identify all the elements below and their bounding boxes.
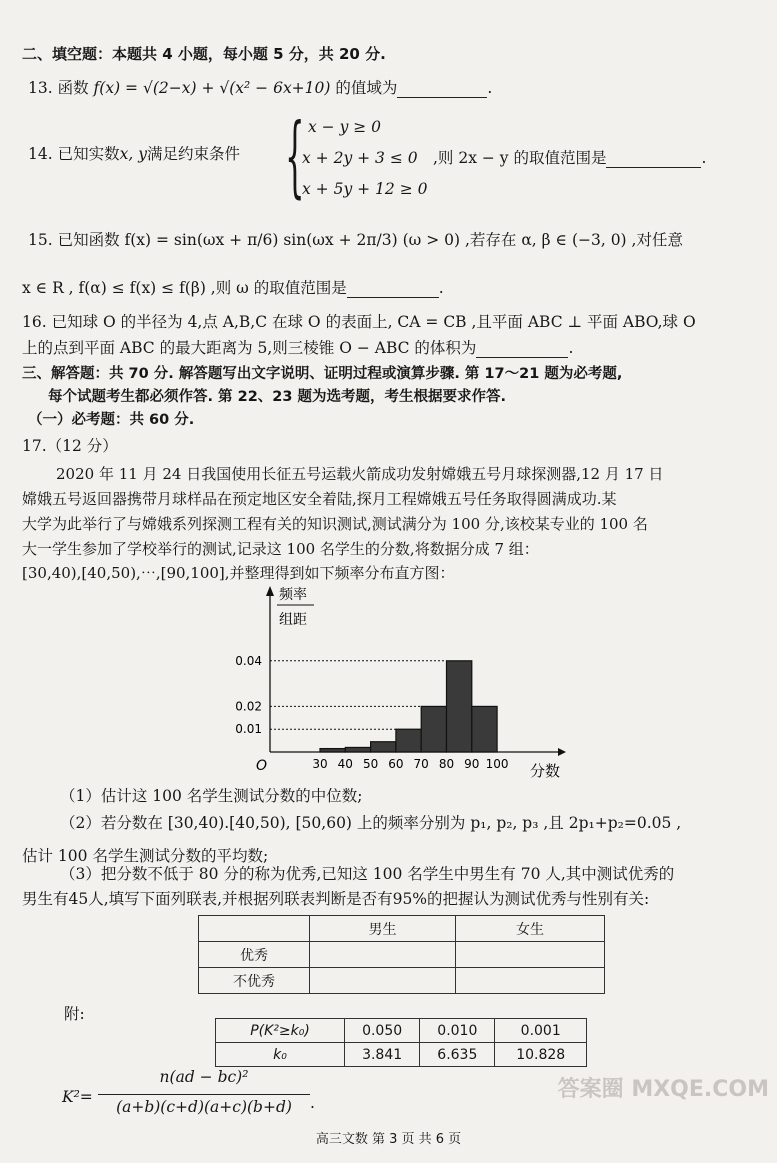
q17-sub-3b: 男生有45人,填写下面列联表,并根据列联表判断是否有95%的把握认为测试优秀与性别有关: (22, 890, 650, 908)
question-13 (28, 78, 492, 98)
question-15-line-2 (22, 278, 444, 298)
histogram-bar-70-80 (421, 706, 446, 752)
q17-sub-1: （1）估计这 100 名学生测试分数的中位数; (60, 787, 363, 805)
formula-numerator: n(ad − bc)² (159, 1068, 249, 1086)
q13-end: . (487, 79, 493, 97)
origin-label: O (256, 758, 268, 774)
q17-para-5: [30,40),[40,50),⋯,[90,100],并整理得到如下频率分布直方图： (22, 564, 455, 582)
ct-header-empty (199, 916, 310, 942)
histogram-bar-50-60 (371, 742, 396, 752)
question-16-line-2 (22, 338, 573, 358)
q13-expression: f(x) = √(2−x) + √(x² − 6x+10) (93, 79, 331, 97)
ct-cell-excellent-male[interactable] (310, 942, 456, 968)
q15-text-1: 已知函数 f(x) = sin(ωx + π/6) sin(ωx + 2π/3) (ω > 0) ,若存在 α, β ∈ (−3, 0) ,对任意 (57, 231, 683, 249)
kt-r1-c2: 0.010 (420, 1019, 495, 1043)
x-tick-label-100: 100 (485, 757, 509, 771)
ct-cell-not-excellent-male[interactable] (310, 968, 456, 994)
q16-answer-blank[interactable] (476, 341, 568, 358)
y-axis-arrow (266, 586, 274, 596)
q17-para-1: 2020 年 11 月 24 日我国使用长征五号运载火箭成功发射嫦娥五号月球探测器,12 月 17 日 (56, 465, 664, 483)
histogram-bar-90-100 (472, 706, 497, 752)
ct-cell-excellent-female[interactable] (456, 942, 605, 968)
q17-sub-2: （2）若分数在 [30,40).[40,50), [50,60) 上的频率分别为 p₁, p₂, p₃ ,且 2p₁+p₂=0.05 , (60, 814, 682, 832)
kt-r1-c3: 0.001 (495, 1019, 587, 1043)
q14-pre2: 满足约束条件 (146, 145, 240, 163)
kt-r2-c3: 10.828 (495, 1043, 587, 1067)
q13-number: 13. (28, 79, 53, 97)
q17-para-2: 嫦娥五号返回器携带月球样品在预定地区安全着陆,探月工程嫦娥五号任务取得圆满成功.某 (22, 490, 617, 508)
formula-lhs: K²= (62, 1088, 93, 1106)
kt-r2-c2: 6.635 (420, 1043, 495, 1067)
q14-tail (433, 148, 706, 168)
q15-end: . (438, 279, 444, 297)
q17-heading: 17.（12 分） (22, 437, 118, 455)
appendix-label: 附: (64, 1005, 85, 1023)
q14-vars: x, y (119, 145, 147, 163)
kt-r1-c1: 0.050 (345, 1019, 420, 1043)
histogram-bar-80-90 (447, 661, 472, 752)
q16-text-2: 上的点到平面 ABC 的最大距离为 5,则三棱锥 O − ABC 的体积为 (22, 339, 477, 357)
x-tick-label-70: 70 (413, 757, 429, 771)
q15-answer-blank[interactable] (347, 281, 439, 298)
x-axis-label: 分数 (530, 762, 561, 780)
contingency-table (198, 915, 605, 994)
ct-header-male: 男生 (310, 916, 456, 942)
q17-sub-3: （3）把分数不低于 80 分的称为优秀,已知这 100 名学生中男生有 70 人,其中测试优秀的 (60, 865, 675, 883)
q16-end: . (568, 339, 574, 357)
q13-pre: 函数 (57, 79, 89, 97)
q14-constraint-1: x − y ≥ 0 (308, 118, 382, 136)
ct-row-excellent: 优秀 (199, 942, 310, 968)
histogram-bar-40-50 (345, 747, 370, 752)
x-tick-label-90: 90 (464, 757, 480, 771)
q15-number: 15. (28, 231, 53, 249)
watermark: 答案圈 MXQE.COM (557, 1077, 769, 1102)
y-tick-label-2: 0.04 (235, 653, 262, 668)
question-15-line-1 (28, 230, 683, 250)
y-tick-label-0: 0.01 (235, 722, 262, 737)
x-tick-label-80: 80 (438, 757, 455, 771)
q14-answer-blank[interactable] (606, 151, 701, 168)
section-3-line-1: 三、解答题：共 70 分. 解答题写出文字说明、证明过程或演算步骤. 第 17～21 题为必考题, (22, 366, 623, 382)
part-1-title: （一）必考题：共 60 分. (28, 412, 195, 428)
ct-row-not-excellent: 不优秀 (199, 968, 310, 994)
formula-denominator: (a+b)(c+d)(a+c)(b+d) (116, 1098, 292, 1116)
formula-end: . (310, 1094, 315, 1112)
q17-sub-2b: 估计 100 名学生测试分数的平均数; (22, 847, 269, 865)
histogram-bar-60-70 (396, 729, 421, 752)
y-label-top: 频率 (279, 587, 307, 603)
constraint-brace: { (285, 104, 305, 207)
q17-para-4: 大一学生参加了学校举行的测试,记录这 100 名学生的分数,将数据分成 7 组： (22, 540, 539, 558)
q15-text-2: x ∈ R , f(α) ≤ f(x) ≤ f(β) ,则 ω 的取值范围是 (22, 279, 347, 297)
q14-number: 14. (28, 145, 53, 163)
kt-r2-c0: k₀ (216, 1043, 345, 1067)
x-tick-label-50: 50 (362, 757, 379, 771)
y-label-bottom: 组距 (279, 612, 307, 628)
q17-para-3: 大学为此举行了与嫦娥系列探测工程有关的知识测试,测试满分为 100 分,该校某专业的 100 名 (22, 515, 648, 533)
x-tick-label-60: 60 (388, 757, 404, 771)
q14-constraint-3: x + 5y + 12 ≥ 0 (302, 180, 428, 198)
y-tick-label-1: 0.02 (235, 699, 262, 714)
x-tick-label-30: 30 (312, 757, 328, 771)
section-3-line-2: 每个试题考生都必须作答. 第 22、23 题为选考题，考生根据要求作答. (48, 389, 507, 405)
q14-pre: 已知实数 (57, 145, 120, 163)
ct-header-female: 女生 (456, 916, 605, 942)
q13-answer-blank[interactable] (397, 81, 487, 98)
q16-text-1: 16. 已知球 O 的半径为 4,点 A,B,C 在球 O 的表面上, CA = CB ,且平面 ABC ⊥ 平面 ABO,球 O (22, 313, 696, 331)
section-2-title: 二、填空题：本题共 4 小题，每小题 5 分，共 20 分. (22, 45, 386, 63)
x-axis-arrow (558, 748, 566, 756)
q14-post: ,则 2x − y 的取值范围是 (433, 149, 607, 167)
formula-fraction-bar (98, 1094, 310, 1095)
kt-r1-c0: P(K²≥k₀) (216, 1019, 345, 1043)
x-tick-label-40: 40 (337, 757, 353, 771)
frequency-histogram (228, 584, 568, 784)
q14-end: . (701, 149, 707, 167)
q13-post: 的值域为 (335, 79, 398, 97)
page-footer: 高三文数 第 3 页 共 6 页 (315, 1132, 462, 1147)
q14-constraint-2: x + 2y + 3 ≤ 0 (302, 149, 418, 167)
histogram-bar-30-40 (320, 749, 345, 752)
kt-r2-c1: 3.841 (345, 1043, 420, 1067)
question-14-intro (28, 144, 240, 164)
critical-value-table (215, 1018, 587, 1067)
ct-cell-not-excellent-female[interactable] (456, 968, 605, 994)
